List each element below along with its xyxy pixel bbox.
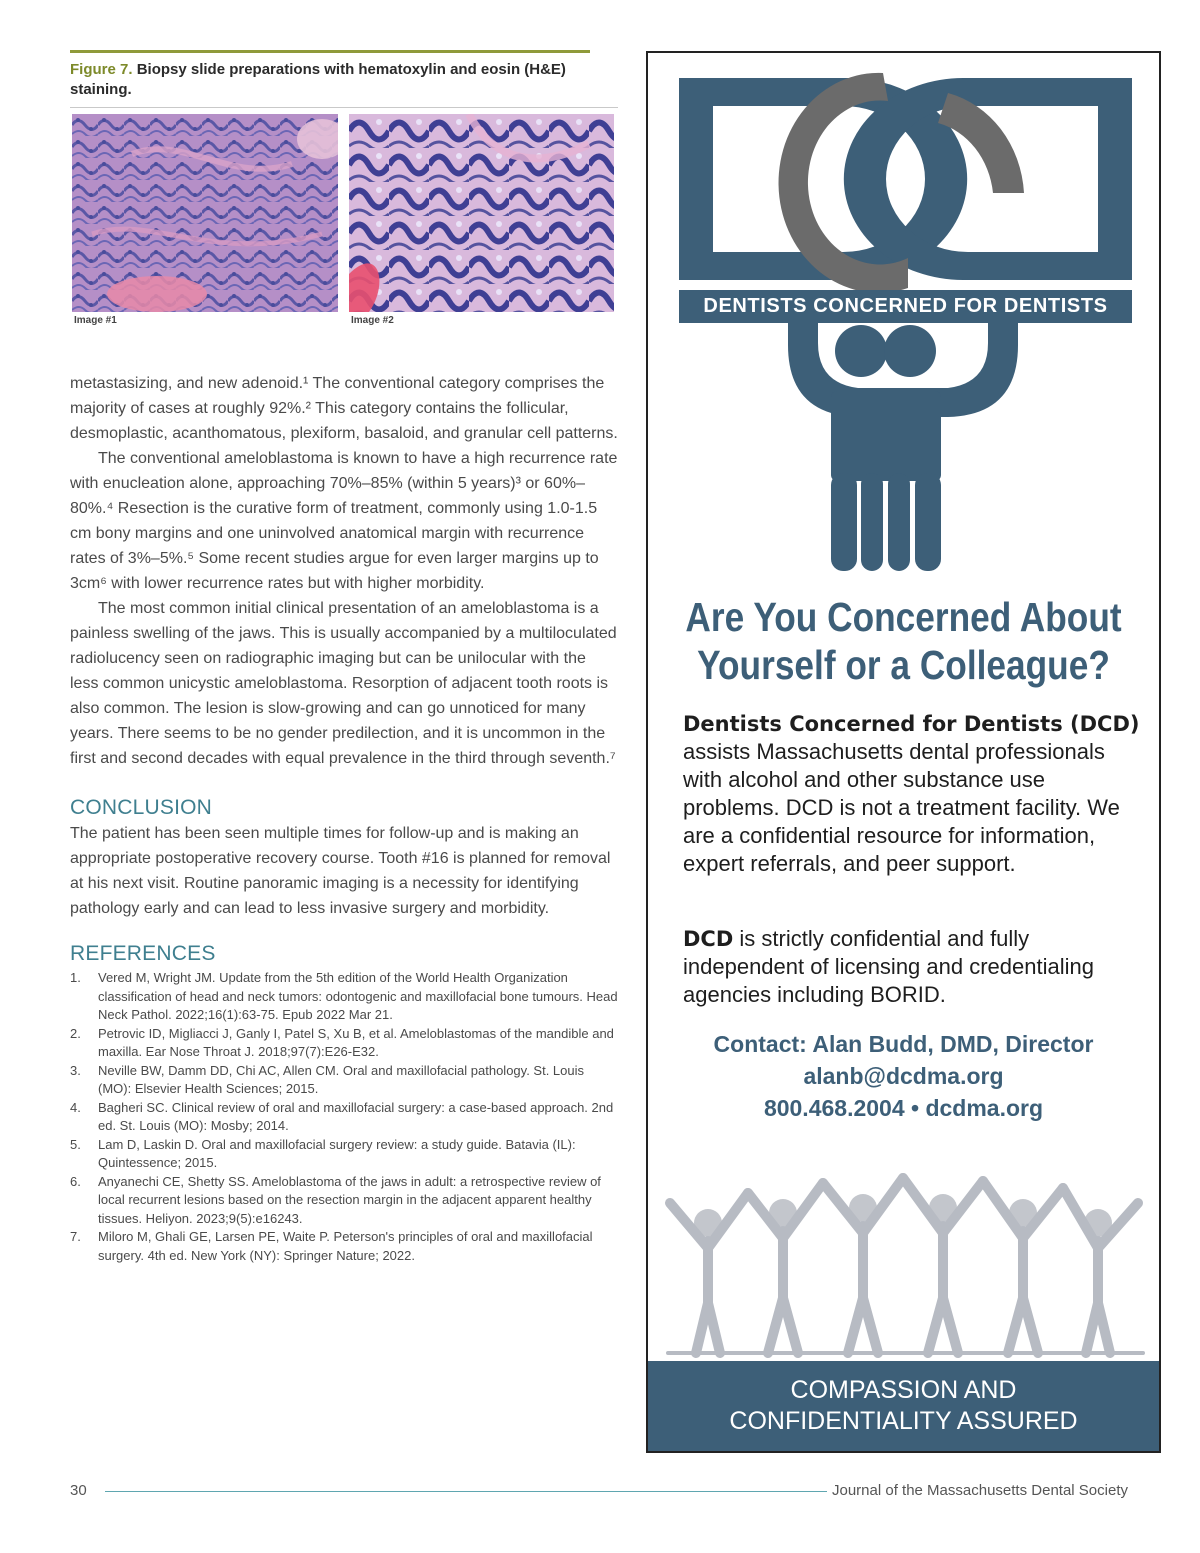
- histology-image-1: [72, 114, 338, 312]
- article-body: [70, 371, 618, 1265]
- references-heading: REFERENCES: [70, 942, 216, 965]
- histology-image-2: [349, 114, 614, 312]
- reference-text: Anyanechi CE, Shetty SS. Ameloblastoma of the jaws in adult: a retrospective review of local recurrent lesions based on the resection margin in the adjacent apparent healthy tissues. Heliyon. 2023;9(5):e16243.: [98, 1173, 601, 1226]
- ad-footer-line-1: COMPASSION AND: [790, 1376, 1017, 1404]
- ad-footer-banner: [648, 1361, 1159, 1451]
- reference-item: [70, 1136, 618, 1173]
- references-list: [70, 969, 618, 1265]
- body-paragraph-1: metastasizing, and new adenoid.¹ The conventional category comprises the majority of cases at roughly 92%.² This category contains the follicular, desmoplastic, acanthomatous, plexiform, basaloid, and granular cell patterns.: [70, 375, 618, 442]
- ad-headline-line-2: Yourself or a Colleague?: [697, 642, 1110, 688]
- reference-number: 5.: [70, 1136, 81, 1152]
- reference-item: [70, 969, 618, 1025]
- reference-item: [70, 1025, 618, 1062]
- reference-text: Vered M, Wright JM. Update from the 5th edition of the World Health Organization classification of head and neck tumors: odontogenic and maxillofacial bone tumours. Head Neck Pathol. 2022;16(1):63-75. Epub 2022 Mar 21.: [98, 970, 618, 1022]
- figure-label: Figure 7.: [70, 61, 133, 78]
- figure-images: [70, 114, 618, 334]
- reference-text: Lam D, Laskin D. Oral and maxillofacial surgery review: a study guide. Batavia (IL): Quintessence; 2015.: [98, 1136, 576, 1170]
- reference-item: [70, 1099, 618, 1136]
- contact-phone-website[interactable]: 800.468.2004 • dcdma.org: [763, 1095, 1044, 1121]
- footer-rule: [105, 1491, 827, 1492]
- reference-item: [70, 1173, 618, 1229]
- reference-number: 3.: [70, 1062, 81, 1078]
- reference-number: 6.: [70, 1173, 81, 1189]
- histology-image-1-graphic: [72, 114, 338, 312]
- reference-number: 1.: [70, 970, 81, 985]
- conclusion-heading: CONCLUSION: [70, 796, 213, 819]
- page-number: 30: [70, 1482, 87, 1499]
- dcd-logo: [648, 53, 1159, 613]
- body-paragraph-3: The most common initial clinical presentation of an ameloblastoma is a painless swelling of the jaws. This is usually accompanied by a multiloculated radiolucency seen on radiographic imaging but can be unilocular with the less common unicystic ameloblastoma. Resorption of adjacent tooth roots is also common. The lesion is slow-growing and can go unnoticed for many years. There seems to be no gender predilection, and it is uncommon in the first and second decades with equal prevalence in the third through seventh.⁷: [70, 600, 617, 767]
- reference-text: Neville BW, Damm DD, Chi AC, Allen CM. Oral and maxillofacial pathology. St. Louis (MO): Elsevier Health Sciences; 2015.: [98, 1062, 584, 1096]
- reference-text: Bagheri SC. Clinical review of oral and maxillofacial surgery: a case-based approach. 2nd ed. St. Louis (MO): Mosby; 2014.: [98, 1099, 614, 1133]
- image-2-label: Image #2: [351, 315, 394, 326]
- ad-contact-block: [648, 1028, 1159, 1124]
- ad-description-bold: Dentists Concerned for Dentists (DCD): [683, 712, 1140, 736]
- ad-footer-line-2: CONFIDENTIALITY ASSURED: [729, 1407, 1078, 1435]
- ad-confidentiality-bold: DCD: [683, 927, 734, 951]
- ad-description-text: assists Massachusetts dental professionals with alcohol and other substance use problems. DCD is not a treatment facility. We are a confidential resource for information, expert referrals, and peer support.: [683, 739, 1120, 876]
- reference-number: 2.: [70, 1025, 81, 1041]
- article-column: [70, 50, 618, 1265]
- body-paragraph-2: The conventional ameloblastoma is known to have a high recurrence rate with enucleation alone, approaching 70%–85% (within 5 years)³ or 60%–80%.⁴ Resection is the curative form of treatment, commonly using 1.0-1.5 cm bony margins and one uninvolved anatomical margin with recurrence rates of 3%–5%.⁵ Some recent studies argue for even larger margins up to 3cm⁶ with lower recurrence rates but with higher morbidity.: [70, 450, 618, 592]
- reference-item: [70, 1228, 618, 1265]
- logo-person-icon: [788, 323, 1018, 571]
- figure-bottom-rule: [70, 107, 618, 108]
- people-holding-hands-illustration: [648, 1153, 1159, 1363]
- dcd-advertisement: [646, 51, 1161, 1453]
- ad-confidentiality-text: is strictly confidential and fully independent of licensing and credentialing agencies including BORID.: [683, 926, 1094, 1007]
- ad-confidentiality: [683, 925, 1143, 1009]
- image-1-label: Image #1: [74, 315, 117, 326]
- figure-caption-text: Biopsy slide preparations with hematoxylin and eosin (H&E) staining.: [70, 61, 566, 98]
- reference-number: 7.: [70, 1229, 81, 1244]
- contact-email[interactable]: alanb@dcdma.org: [803, 1063, 1004, 1089]
- ad-headline-line-1: Are You Concerned About: [685, 594, 1122, 640]
- dcd-banner: DENTISTS CONCERNED FOR DENTISTS: [679, 290, 1132, 323]
- ad-description: [683, 710, 1143, 878]
- figure-caption: [70, 60, 600, 100]
- journal-name: Journal of the Massachusetts Dental Society: [832, 1482, 1128, 1499]
- ad-headline: [684, 593, 1123, 689]
- reference-text: Petrovic ID, Migliacci J, Ganly I, Patel S, Xu B, et al. Ameloblastomas of the mandible and maxilla. Ear Nose Throat J. 2018;97(7):E26-E32.: [98, 1025, 614, 1059]
- conclusion-text: The patient has been seen multiple times for follow-up and is making an appropriate postoperative recovery course. Tooth #16 is planned for removal at his next visit. Routine panoramic imaging is a necessity for identifying pathology early and can lead to less invasive surgery and morbidity.: [70, 825, 611, 917]
- contact-name: Contact: Alan Budd, DMD, Director: [713, 1031, 1094, 1057]
- logo-letter-d-right: [844, 78, 1132, 280]
- reference-text: Miloro M, Ghali GE, Larsen PE, Waite P. Peterson's principles of oral and maxillofacial surgery. 4th ed. New York (NY): Springer Nature; 2022.: [98, 1229, 593, 1263]
- histology-image-2-graphic: [349, 114, 614, 312]
- figure-top-rule: [70, 50, 590, 53]
- reference-number: 4.: [70, 1099, 81, 1115]
- reference-item: [70, 1062, 618, 1099]
